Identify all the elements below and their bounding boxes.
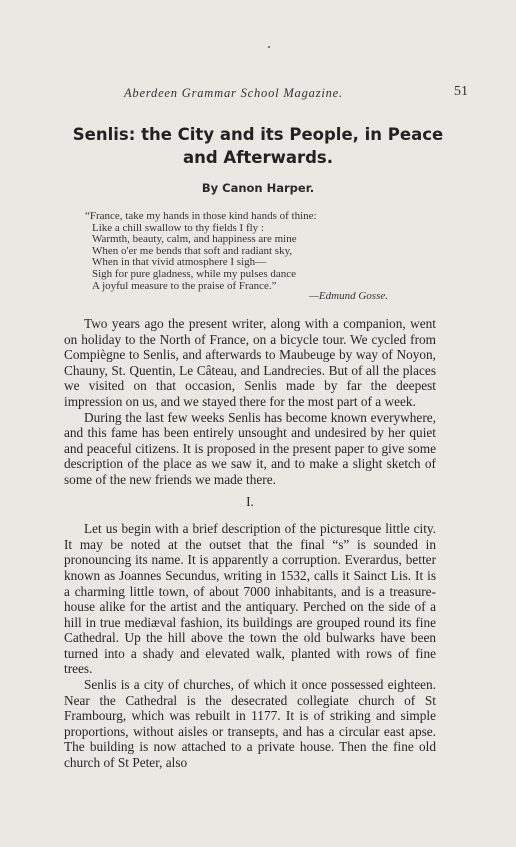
- article-body: [64, 316, 436, 771]
- byline: By Canon Harper.: [201, 181, 315, 195]
- poem-line: Like a chill swallow to thy fields I fly :: [92, 221, 264, 234]
- poem-line: When in that vivid atmosphere I sigh—: [92, 256, 267, 269]
- epigraph-poem: [85, 210, 392, 292]
- paragraph: Two years ago the present writer, along with a companion, went on holiday to the North of France, on a bicycle tour. We cycled from Compiègne to Senlis, and afterwards to Maubeuge by way of Noyon, Chauny, St. Quentin, Le Câteau, and Landrecies. But of all the places we visited on that occasion, Senlis made by far the deepest impression on us, and we stayed there for the most part of a week.: [64, 316, 436, 409]
- article-title-line-1: Senlis: the City and its People, in Peace: [72, 125, 444, 144]
- epigraph-author: —Edmund Gosse.: [309, 290, 388, 302]
- poem-line: Sigh for pure gladness, while my pulses dance: [92, 267, 297, 280]
- poem-line: A joyful measure to the praise of France.”: [92, 279, 277, 292]
- running-head: [60, 84, 468, 104]
- paragraph: Senlis is a city of churches, of which it once possessed eighteen. Near the Cathedral is the desecrated collegiate church of St Frambourg, which was rebuilt in 1177. It is of striking and simple proportions, without aisles or transepts, and has a circular east apse. The building is now attached to a private house. Then the fine old church of St Peter, also: [64, 677, 436, 771]
- poem-line: “France, take my hands in those kind hands of thine:: [85, 210, 317, 222]
- poem-line: Warmth, beauty, calm, and happiness are mine: [92, 233, 297, 246]
- poem-line: When o'er me bends that soft and radiant sky,: [92, 244, 293, 257]
- magazine-title: Aberdeen Grammar School Magazine.: [124, 86, 343, 100]
- article-title-line-2: and Afterwards.: [182, 148, 333, 167]
- article-title: [40, 123, 476, 169]
- paragraph: Let us begin with a brief description of the picturesque little city. It may be noted at the outset that the final “s” is sounded in pronouncing its name. It is apparently a corruption. Everardus, better known as Joannes Secundus, writing in 1532, calls it Sainct Lis. It is a charming little town, of about 7000 inhabitants, and is a treasure-house alike for the artist and the antiquary. Perched on the side of a hill in true mediæval fashion, its buildings are grouped round its fine Cathedral. Up the hill above the town the old bulwarks have been turned into a shady and elevated walk, planted with rows of fine trees.: [64, 521, 436, 677]
- section-heading: I.: [246, 493, 254, 509]
- page-number: 51: [454, 84, 468, 99]
- paragraph: During the last few weeks Senlis has become known everywhere, and this fame has been entirely unsought and undesired by her quiet and peaceful citizens. It is proposed in the present paper to give some description of the place as we saw it, and to make a slight sketch of some of the new friends we made there.: [64, 409, 436, 487]
- print-speck: [268, 46, 270, 48]
